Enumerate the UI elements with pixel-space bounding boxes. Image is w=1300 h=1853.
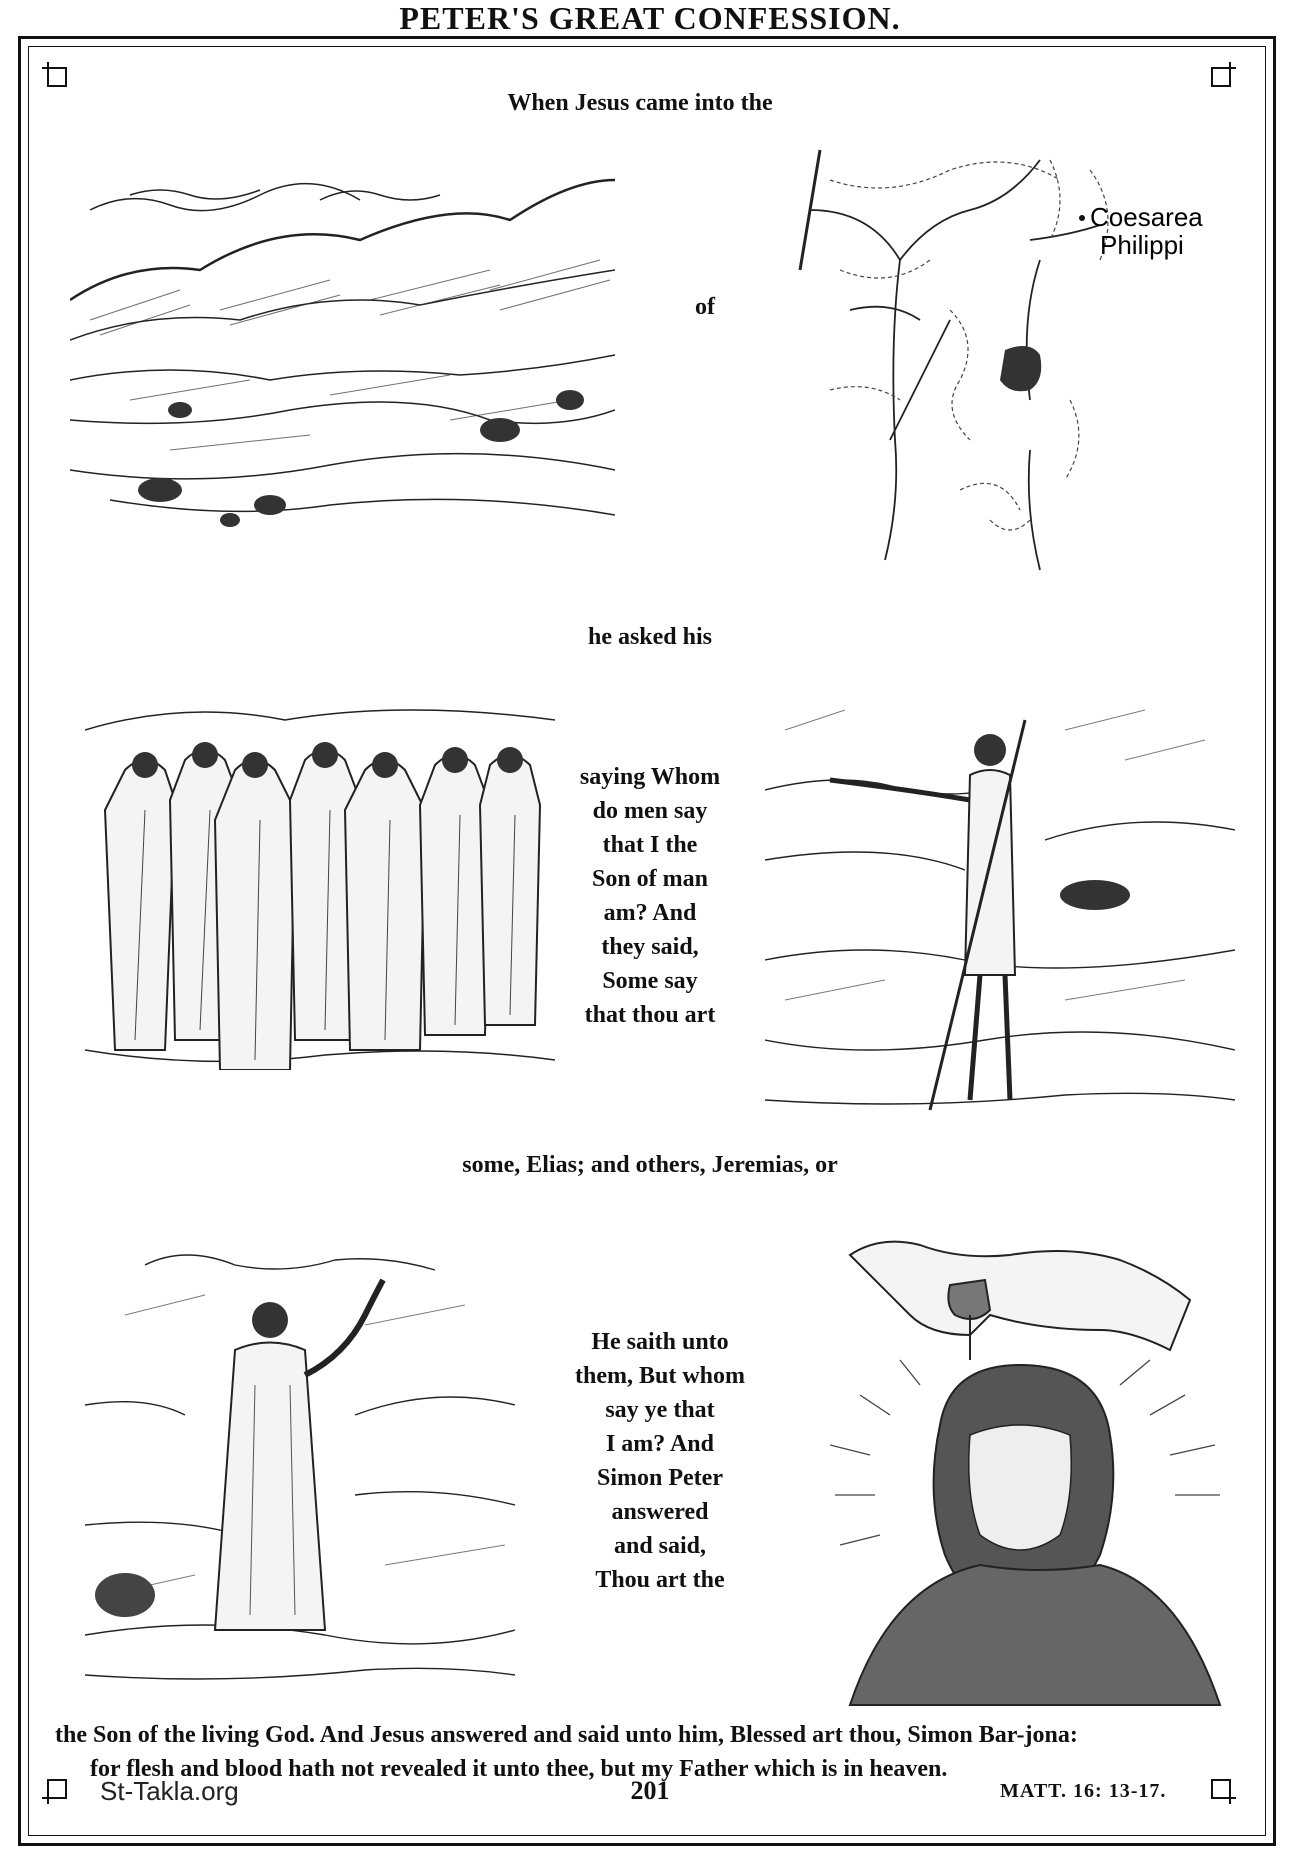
he-saith-text-block <box>555 1325 765 1597</box>
corner-ornament-top-left <box>42 62 68 88</box>
page-number: 201 <box>630 1776 670 1805</box>
he-saith-line-8: Thou art the <box>595 1567 725 1593</box>
saying-line-1: saying Whom <box>579 764 721 790</box>
map-label-line2: Philippi <box>1100 230 1184 260</box>
he-saith-line-5: Simon Peter <box>597 1465 723 1491</box>
saying-text-block <box>560 760 740 1032</box>
saying-line-7: Some say <box>602 968 698 994</box>
he-saith-line-6: answered <box>611 1499 709 1525</box>
he-saith-line-1: He saith unto <box>591 1329 729 1355</box>
final-text-line-2: for flesh and blood hath not revealed it unto thee, but my Father which is in heaven. <box>90 1756 948 1782</box>
saying-line-5: am? And <box>603 900 697 926</box>
prophet-illustration <box>85 1235 515 1695</box>
he-saith-line-4: I am? And <box>605 1431 715 1457</box>
some-text: some, Elias; and others, Jeremias, or <box>462 1152 838 1178</box>
saying-line-2: do men say <box>592 798 708 824</box>
corner-ornament-bottom-left <box>42 1778 68 1804</box>
he-saith-line-7: and said, <box>613 1533 707 1559</box>
he-saith-line-2: them, But whom <box>574 1363 745 1389</box>
disciples-group-illustration <box>85 690 555 1070</box>
anointing-illustration <box>830 1225 1230 1715</box>
asked-text: he asked his <box>587 624 713 650</box>
page-title: PETER'S GREAT CONFESSION. <box>399 0 901 36</box>
corner-ornament-top-right <box>1210 62 1236 88</box>
saying-line-6: they said, <box>601 934 699 960</box>
saying-line-8: that thou art <box>584 1002 716 1028</box>
saying-line-4: Son of man <box>591 866 709 892</box>
landscape-illustration <box>70 170 615 540</box>
watermark: St-Takla.org <box>100 1776 239 1806</box>
scripture-reference: MATT. 16: 13-17. <box>1000 1780 1167 1802</box>
he-saith-line-3: say ye that <box>605 1397 715 1423</box>
saying-line-3: that I the <box>602 832 698 858</box>
of-text: of <box>695 294 715 320</box>
corner-ornament-bottom-right <box>1210 1778 1236 1804</box>
map-label-line1: Coesarea <box>1090 202 1203 232</box>
map-illustration <box>790 140 1240 590</box>
final-text-line-1: the Son of the living God. And Jesus answered and said unto him, Blessed art thou, Simon Bar-jona: <box>55 1722 1078 1748</box>
intro-text: When Jesus came into the <box>507 90 773 116</box>
john-baptist-illustration <box>765 700 1235 1120</box>
